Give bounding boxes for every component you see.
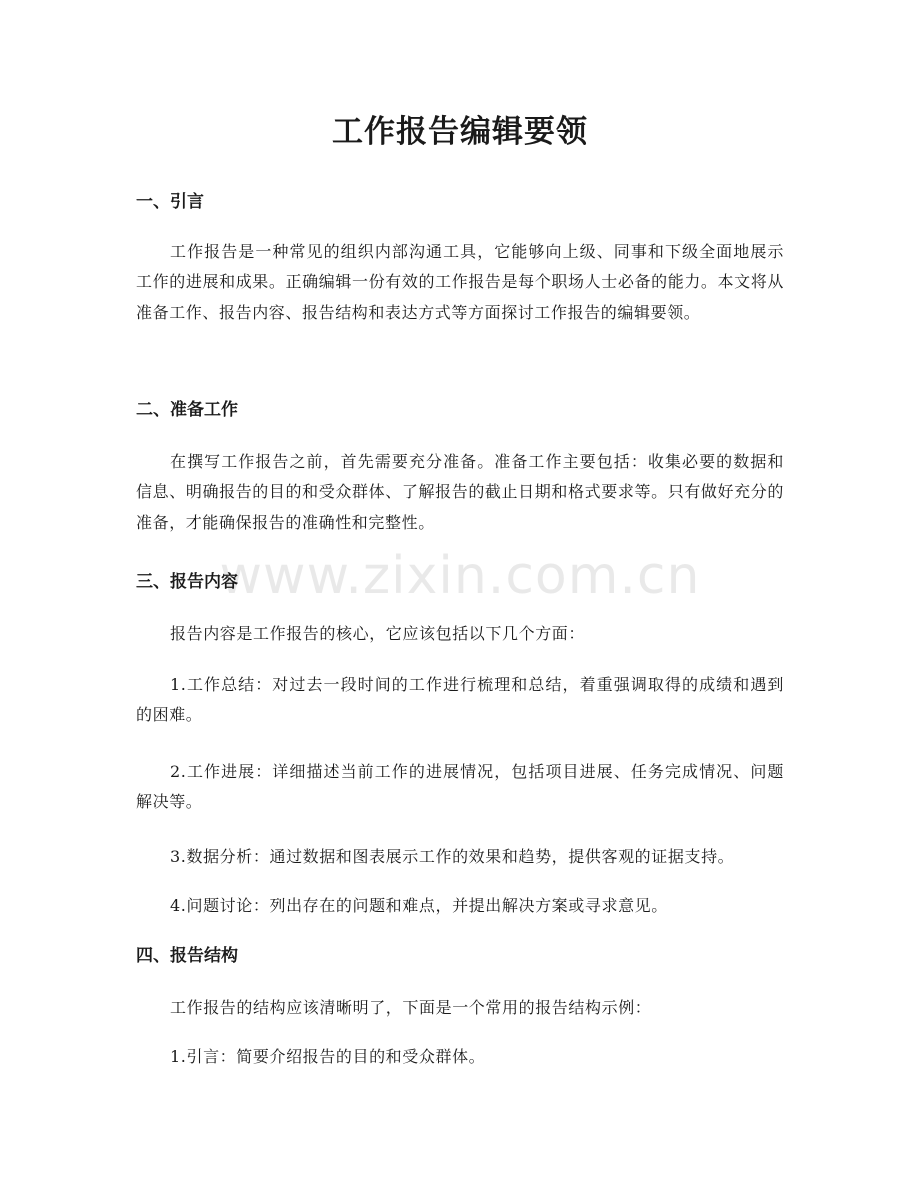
- section-heading-structure: 四、报告结构: [136, 946, 238, 966]
- structure-item-intro: 1.引言：简要介绍报告的目的和受众群体。: [170, 1047, 486, 1066]
- section-heading-preparation: 二、准备工作: [136, 400, 238, 420]
- watermark: www.zixin.com.cn: [219, 546, 701, 606]
- intro-paragraph: 工作报告是一种常见的组织内部沟通工具，它能够向上级、同事和下级全面地展示工作的进展和成果。正确编辑一份有效的工作报告是每个职场人士必备的能力。本文将从准备工作、报告内容、报告结构和表达方式等方面探讨工作报告的编辑要领。: [136, 242, 784, 322]
- content-item-progress: 2.工作进展：详细描述当前工作的进展情况，包括项目进展、任务完成情况、问题解决等。: [136, 762, 784, 812]
- content-item-issues: 4.问题讨论：列出存在的问题和难点，并提出解决方案或寻求意见。: [170, 896, 668, 915]
- content-item-analysis: 3.数据分析：通过数据和图表展示工作的效果和趋势，提供客观的证据支持。: [170, 847, 735, 866]
- section-heading-content: 三、报告内容: [136, 572, 238, 592]
- page-title: 工作报告编辑要领: [332, 114, 588, 150]
- structure-intro-paragraph: 工作报告的结构应该清晰明了，下面是一个常用的报告结构示例：: [170, 998, 652, 1017]
- section-heading-intro: 一、引言: [136, 192, 204, 212]
- preparation-paragraph: 在撰写工作报告之前，首先需要充分准备。准备工作主要包括：收集必要的数据和信息、明确报告的目的和受众群体、了解报告的截止日期和格式要求等。只有做好充分的准备，才能确保报告的准确性和完整性。: [136, 452, 784, 532]
- content-intro-paragraph: 报告内容是工作报告的核心，它应该包括以下几个方面：: [170, 624, 586, 643]
- content-item-summary: 1.工作总结：对过去一段时间的工作进行梳理和总结，着重强调取得的成绩和遇到的困难。: [136, 675, 784, 725]
